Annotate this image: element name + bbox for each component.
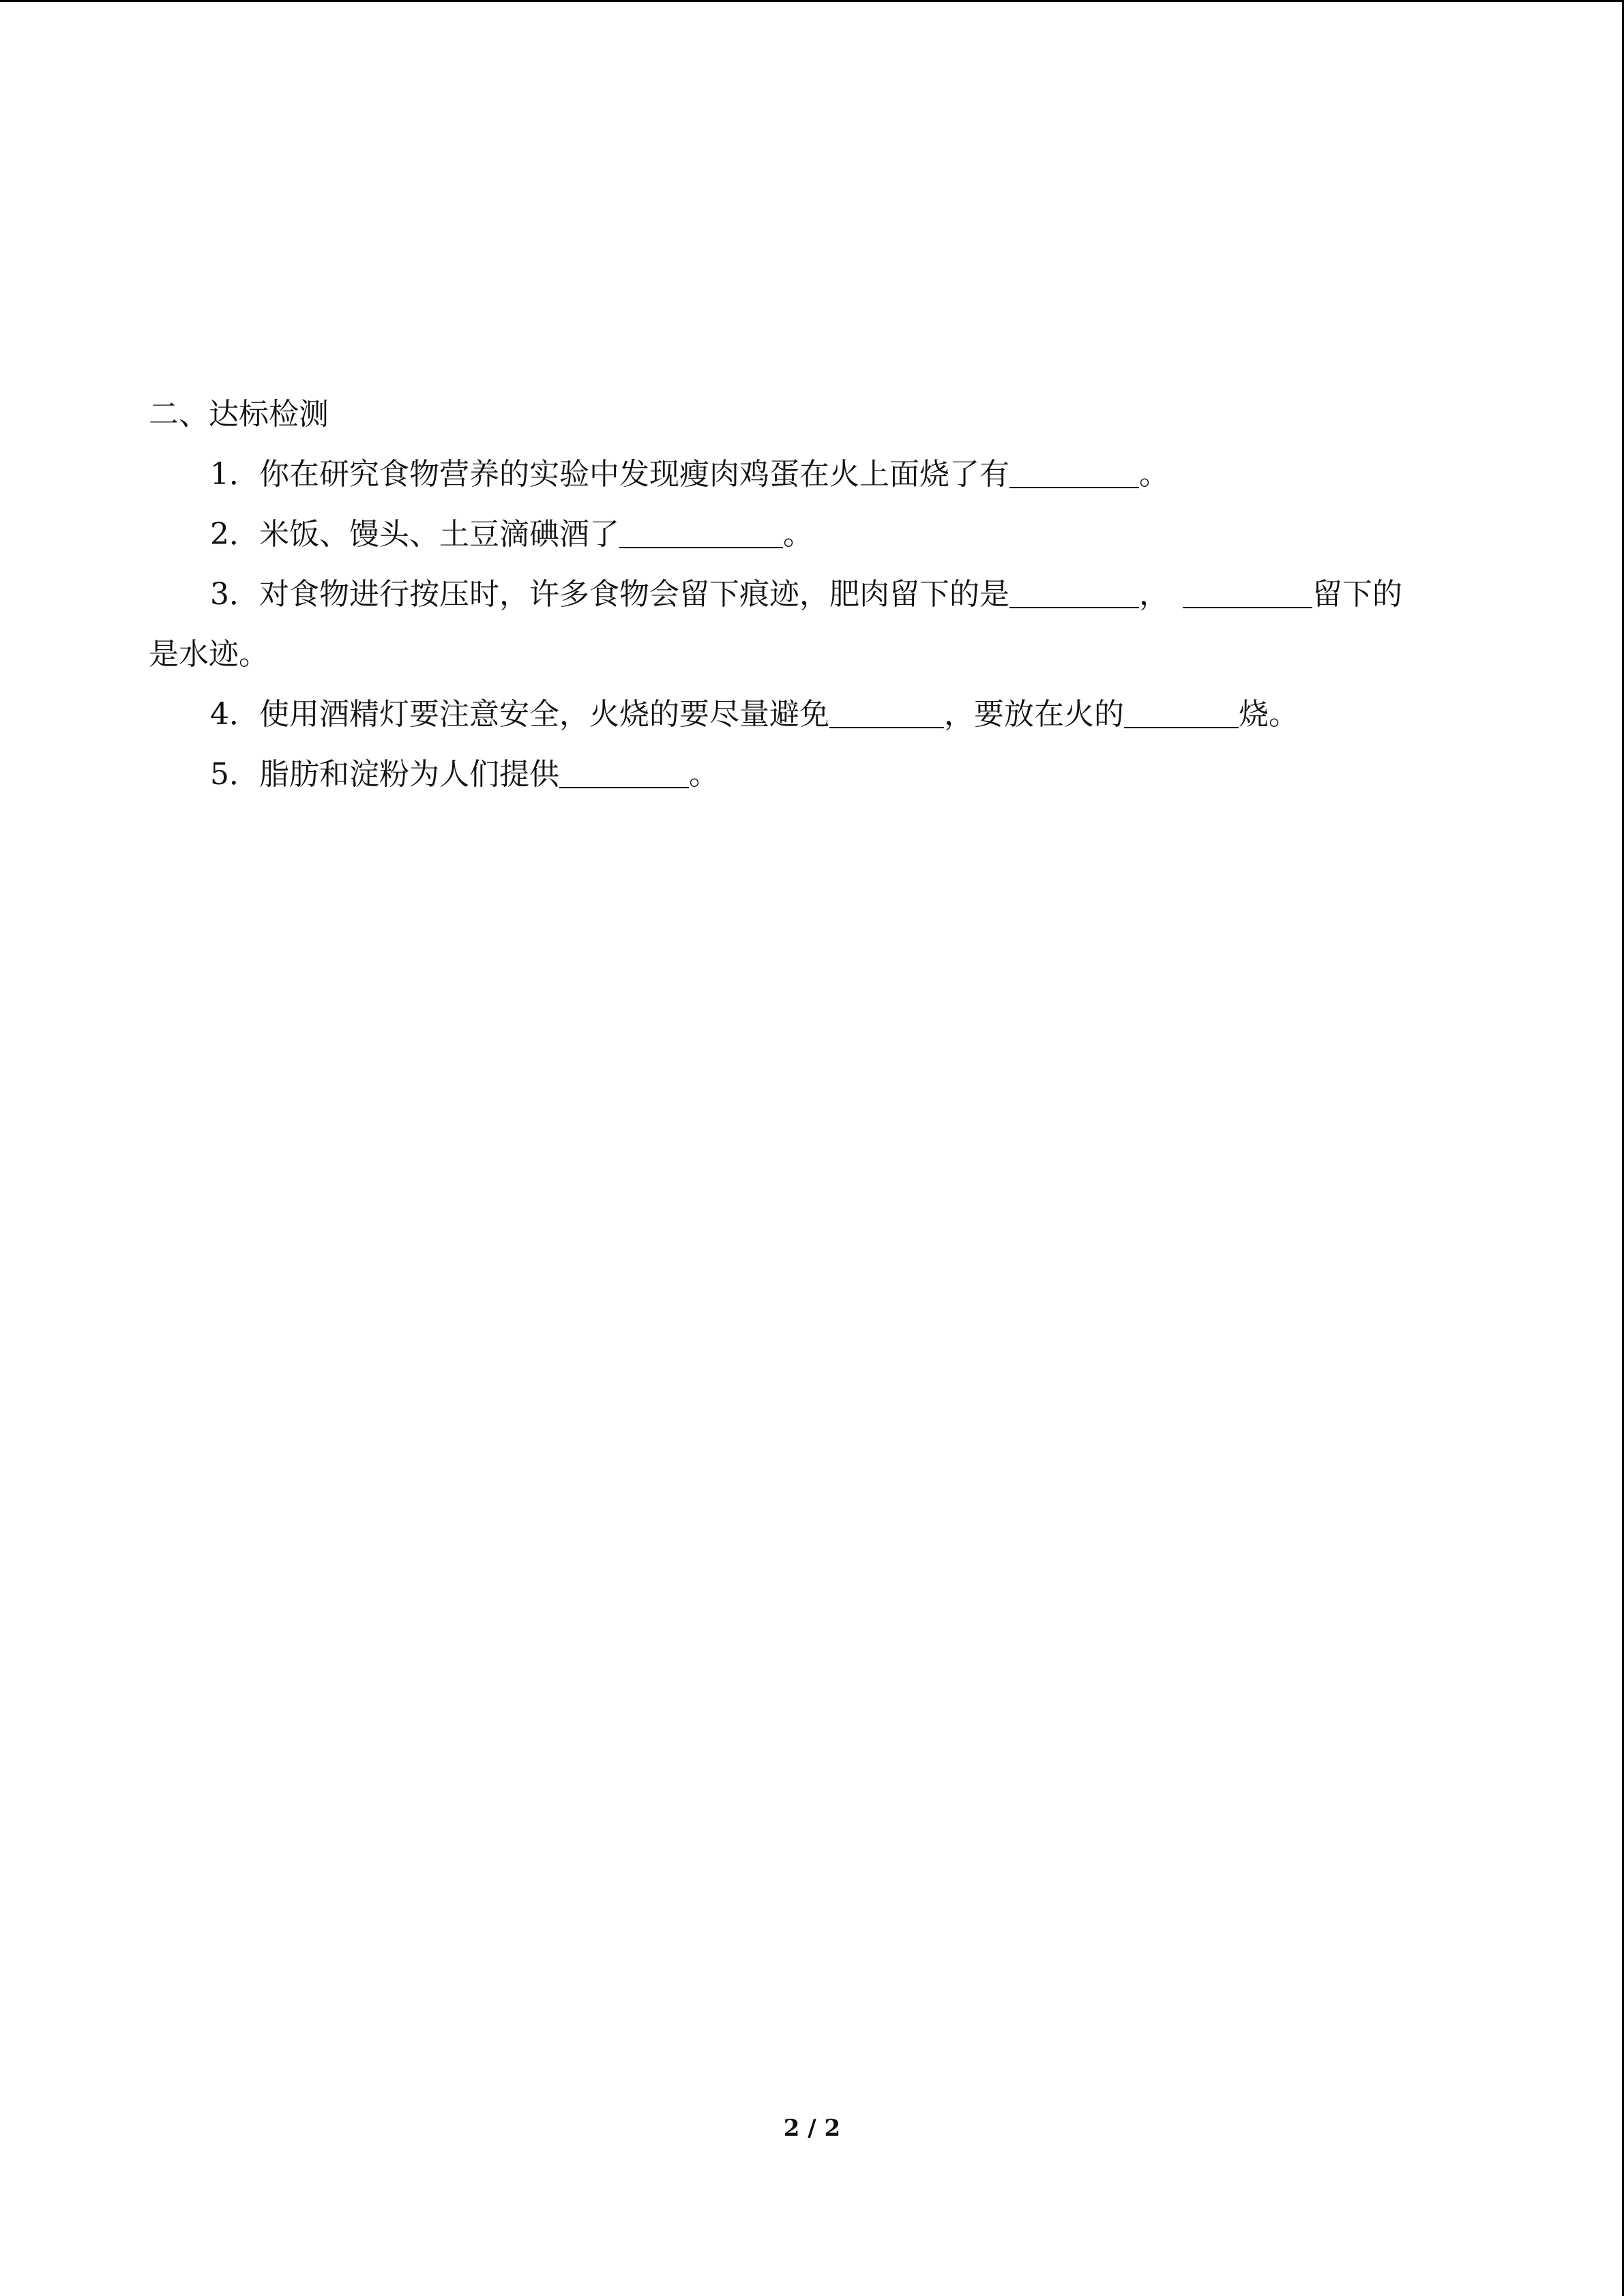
question-number: 1． [210,457,259,492]
answer-blank[interactable] [1124,697,1239,728]
question-text: 使用酒精灯要注意安全，火烧的要尽量避免 [259,697,829,732]
question-4 [210,693,1299,736]
question-text-middle: ， [1139,577,1169,612]
section-heading: 二、达标检测 [149,397,329,432]
answer-blank[interactable] [1009,577,1139,608]
question-text-end: 。 [689,757,719,792]
question-text-end: 留下的 [1312,577,1402,612]
answer-blank[interactable] [619,517,783,548]
question-number: 2． [210,517,259,552]
question-3 [210,573,1402,616]
question-text: 脂肪和淀粉为人们提供 [259,757,559,792]
question-2 [210,513,813,556]
answer-blank[interactable] [559,757,689,788]
question-text: 对食物进行按压时，许多食物会留下痕迹，肥肉留下的是 [259,577,1009,612]
question-number: 4． [210,697,259,732]
question-number: 3． [210,577,259,612]
page-number: 2 / 2 [783,2115,841,2142]
answer-blank[interactable] [1183,577,1312,608]
question-text: 米饭、馒头、土豆滴碘酒了 [259,517,619,552]
question-text-middle: ，要放在火的 [944,697,1124,732]
answer-blank[interactable] [829,697,944,728]
question-5 [210,753,719,796]
question-text-end: 。 [783,517,813,552]
question-text: 你在研究食物营养的实验中发现瘦肉鸡蛋在火上面烧了有 [259,457,1009,492]
question-number: 5． [210,757,259,792]
question-1 [210,453,1169,496]
top-border [0,0,1624,2]
answer-blank[interactable] [1009,457,1139,488]
question-text-end: 。 [1139,457,1169,492]
question-3-continuation: 是水迹。 [149,637,269,672]
question-text-end: 烧。 [1239,697,1299,732]
